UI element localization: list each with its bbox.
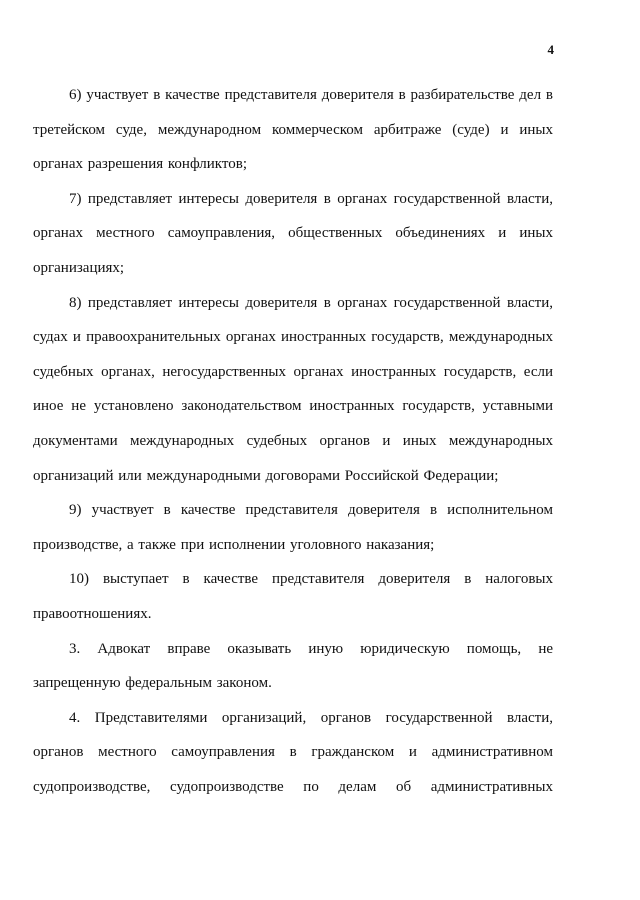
page-number: 4 — [547, 42, 554, 57]
paragraph-item-7: 7) представляет интересы доверителя в органах государственной власти, органах местного самоуправления, общественных объединениях и иных организациях; — [33, 190, 553, 276]
paragraph-section-4: 4. Представителями организаций, органов государственной власти, органов местного самоуправления в гражданском и административном судопроизводстве, судопроизводстве по делам об административных — [33, 709, 553, 795]
paragraph-item-10: 10) выступает в качестве представителя доверителя в налоговых правоотношениях. — [33, 571, 553, 622]
paragraph-item-6: 6) участвует в качестве представителя доверителя в разбирательстве дел в третейском суде, международном коммерческом арбитраже (суде) и иных органах разрешения конфликтов; — [33, 87, 553, 173]
document-body — [33, 78, 553, 804]
paragraph-item-9: 9) участвует в качестве представителя доверителя в исполнительном производстве, а также при исполнении уголовного наказания; — [33, 502, 553, 553]
paragraph-section-3: 3. Адвокат вправе оказывать иную юридическую помощь, не запрещенную федеральным законом. — [33, 640, 553, 692]
paragraph-item-8: 8) представляет интересы доверителя в органах государственной власти, судах и правоохранительных органах иностранных государств, международных судебных органах, негосударственных органах иностранных государств, если иное не установлено законодательством иностранных государств, уставными документами международных судебных органов и иных международных организаций или международными договорами Российской Федерации; — [33, 294, 553, 484]
